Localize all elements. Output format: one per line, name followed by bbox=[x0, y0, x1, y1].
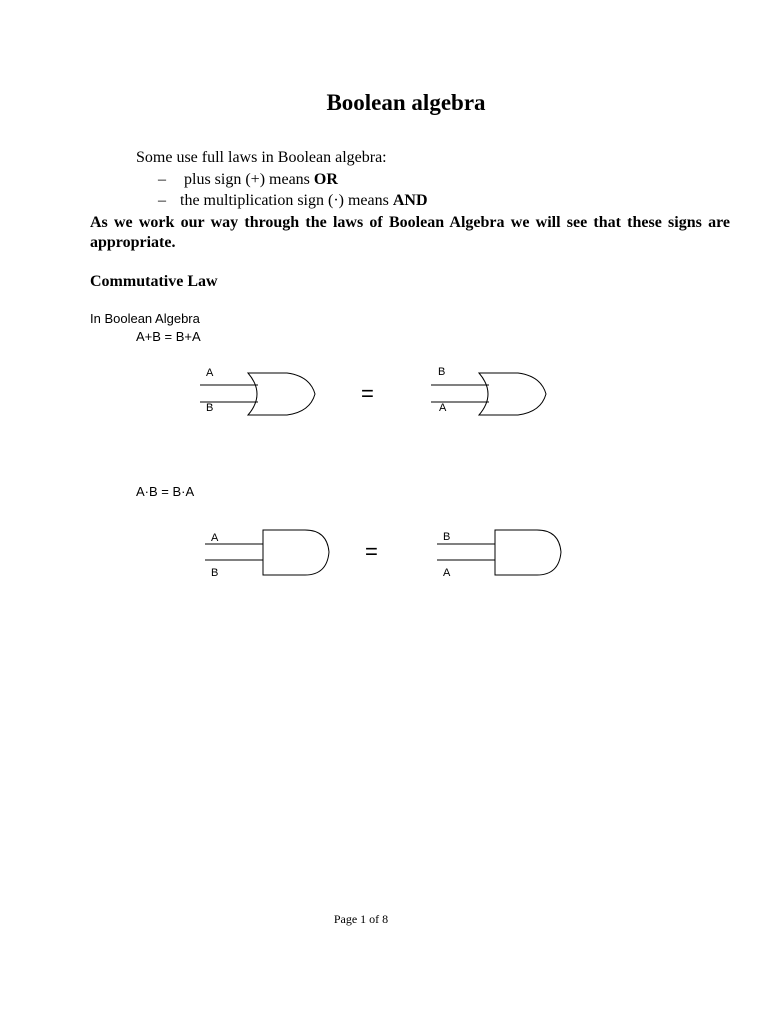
or-gate-left-icon bbox=[200, 370, 320, 420]
or-right-input-b-label: B bbox=[438, 366, 446, 378]
paragraph-line-2: appropriate. bbox=[90, 234, 176, 251]
or-left-input-b-label: B bbox=[206, 402, 214, 414]
bullet-dash: – bbox=[158, 192, 166, 209]
bullet-keyword: AND bbox=[392, 192, 428, 209]
and-equals-sign: = bbox=[365, 539, 378, 564]
or-gate-right-icon bbox=[431, 370, 551, 420]
and-left-input-a-label: A bbox=[211, 532, 219, 544]
bullet-keyword: OR bbox=[313, 171, 338, 188]
and-equation: A·B = B·A bbox=[136, 484, 195, 499]
explanation-paragraph bbox=[90, 213, 730, 253]
bullet-dash: – bbox=[158, 171, 166, 188]
and-right-input-b-label: B bbox=[443, 531, 451, 543]
page-title: Boolean algebra bbox=[326, 90, 486, 115]
intro-text: Some use full laws in Boolean algebra: bbox=[136, 149, 387, 166]
bullet-text: the multiplication sign (·) means bbox=[180, 192, 393, 209]
and-left-input-b-label: B bbox=[211, 567, 219, 579]
or-left-input-a-label: A bbox=[206, 367, 214, 379]
or-equals-sign: = bbox=[361, 381, 374, 406]
bullet-text: plus sign (+) means bbox=[184, 171, 314, 188]
section-heading: Commutative Law bbox=[90, 273, 218, 290]
page-footer: Page 1 of 8 bbox=[333, 912, 389, 926]
and-right-input-a-label: A bbox=[443, 567, 451, 579]
and-gate-left-icon bbox=[205, 528, 335, 580]
and-gate-right-icon bbox=[437, 528, 567, 580]
paragraph-line-1: As we work our way through the laws of Boolean Algebra we will see that these signs are bbox=[90, 214, 730, 231]
or-right-input-a-label: A bbox=[439, 402, 447, 414]
section-subtitle: In Boolean Algebra bbox=[90, 311, 200, 326]
or-equation: A+B = B+A bbox=[136, 329, 201, 344]
